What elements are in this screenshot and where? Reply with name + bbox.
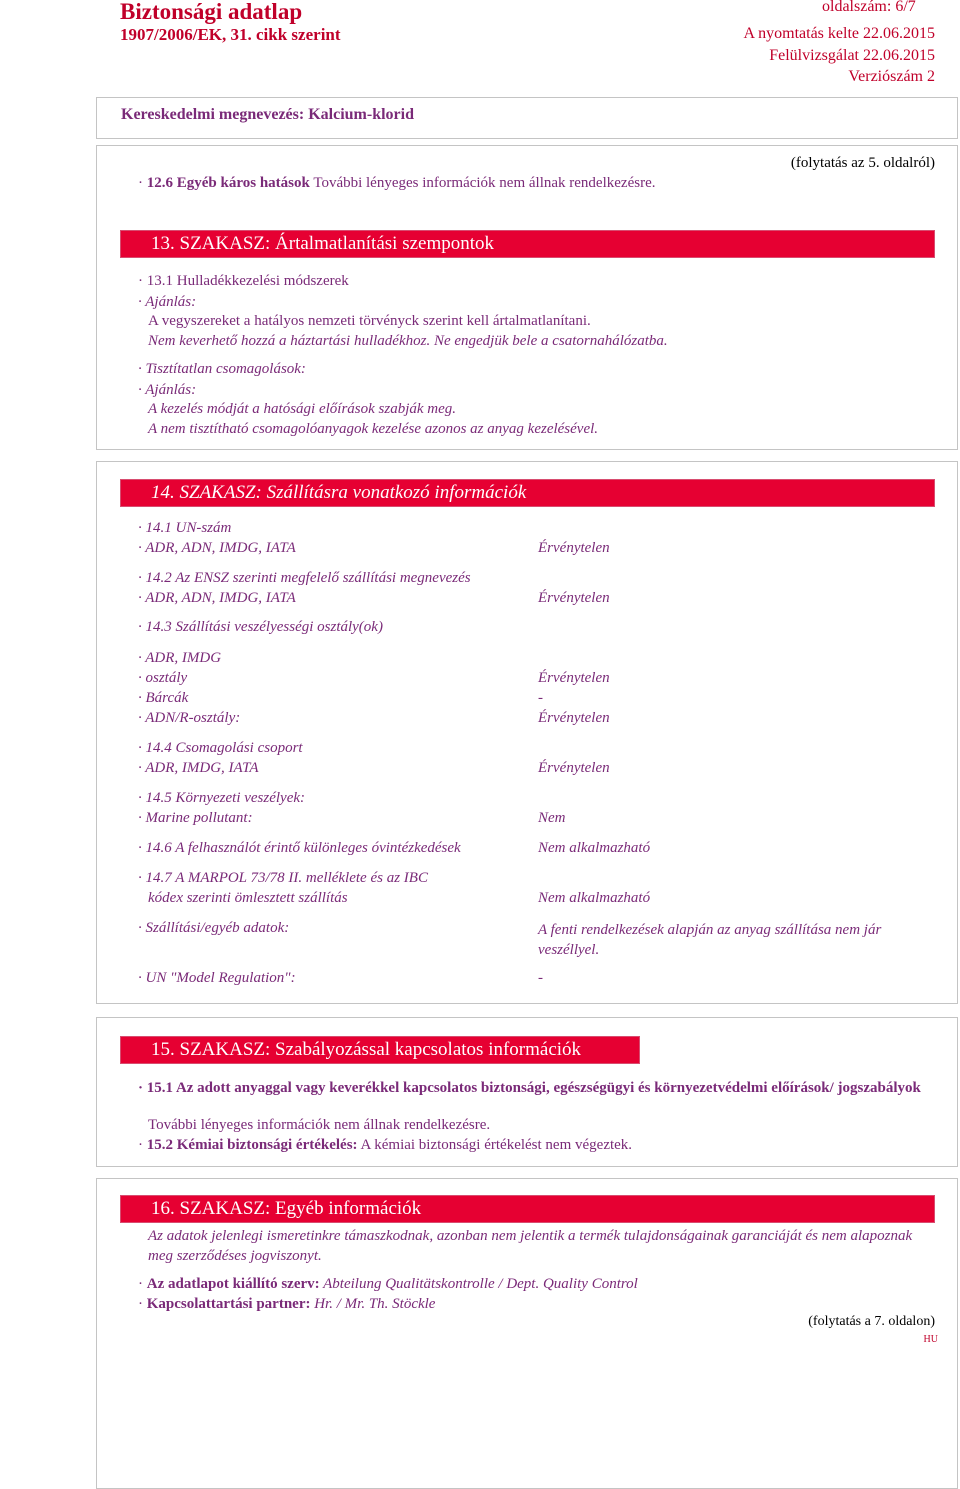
item-14-4-value: Érvénytelen <box>538 760 610 776</box>
item-15-2-label: 15.2 Kémiai biztonsági értékelés: <box>146 1137 358 1153</box>
item-13-1: · 13.1 Hulladékkezelési módszerek <box>138 273 349 289</box>
contact-label: Kapcsolattartási partner: <box>146 1296 311 1312</box>
item-14-2-value: Érvénytelen <box>538 590 610 606</box>
item-15-1-text: További lényeges információk nem állnak rendelkezésre. <box>148 1117 491 1133</box>
transport-other-label: · Szállítási/egyéb adatok: <box>138 920 290 936</box>
item-14-1-value: Érvénytelen <box>538 540 610 556</box>
item-14-6-value: Nem alkalmazható <box>538 840 651 856</box>
item-14-7-value: Nem alkalmazható <box>538 890 651 906</box>
document-title: Biztonsági adatlap <box>120 0 303 24</box>
disposal-line-2: Nem keverhető hozzá a háztartási hulladékhoz. Ne engedjük bele a csatornahálózatba. <box>148 333 668 349</box>
item-12-6-label: 12.6 Egyéb káros hatások <box>146 175 310 191</box>
item-12-6-text: További lényeges információk nem állnak rendelkezésre. <box>313 175 656 191</box>
section-14-heading: 14. SZAKASZ: Szállításra vonatkozó információk <box>120 479 935 507</box>
recommendation-label: · Ajánlás: <box>138 294 197 310</box>
item-15-2-text: A kémiai biztonsági értékelést nem végeztek. <box>360 1137 633 1153</box>
class-value: Érvénytelen <box>538 670 610 686</box>
item-14-3: · 14.3 Szállítási veszélyességi osztály(ok) <box>138 619 383 635</box>
section-16-heading: 16. SZAKASZ: Egyéb információk <box>120 1195 935 1223</box>
packaging-line-2: A nem tisztítható csomagolóanyagok kezelése azonos az anyag kezelésével. <box>148 421 599 437</box>
item-14-6: · 14.6 A felhasználót érintő különleges óvintézkedések <box>138 840 461 856</box>
adnr-class-value: Érvénytelen <box>538 710 610 726</box>
page-number: oldalszám: 6/7 <box>822 0 916 15</box>
item-14-4-label: · ADR, IMDG, IATA <box>138 760 259 776</box>
item-14-7-line-1: · 14.7 A MARPOL 73/78 II. melléklete és az IBC <box>138 870 428 886</box>
item-15-2: · 15.2 Kémiai biztonsági értékelés: A kémiai biztonsági értékelést nem végeztek. <box>138 1137 633 1153</box>
print-date: A nyomtatás kelte 22.06.2015 <box>743 25 935 42</box>
item-14-7-line-2: kódex szerinti ömlesztett szállítás <box>148 890 348 906</box>
section-13-heading: 13. SZAKASZ: Ártalmatlanítási szempontok <box>120 230 935 258</box>
trade-name: Kereskedelmi megnevezés: Kalcium-klorid <box>121 106 414 123</box>
issuer-label: Az adatlapot kiállító szerv: <box>146 1276 320 1292</box>
item-14-3-sub: · ADR, IMDG <box>138 650 222 666</box>
disposal-line-1: A vegyszereket a hatályos nemzeti törvényck szerint kell ártalmatlanítani. <box>148 313 591 329</box>
marine-pollutant-label: · Marine pollutant: <box>138 810 253 826</box>
transport-other-value: A fenti rendelkezések alapján az anyag szállítása nem jár veszéllyel. <box>538 922 882 958</box>
labels-label: · Bárcák <box>138 690 189 706</box>
item-14-1-label: · ADR, ADN, IMDG, IATA <box>138 540 296 556</box>
continuation-to: (folytatás a 7. oldalon) <box>808 1314 935 1329</box>
item-14-1: · 14.1 UN-szám <box>138 520 232 536</box>
contact-value: Hr. / Mr. Th. Stöckle <box>314 1296 436 1312</box>
version-number: Verziószám 2 <box>848 68 935 85</box>
item-15-1: · 15.1 Az adott anyaggal vagy keverékkel kapcsolatos biztonsági, egészségügyi és környezetvédelmi előírások/ jogszabályok <box>138 1080 921 1096</box>
issuer-value: Abteilung Qualitätskontrolle / Dept. Quality Control <box>323 1276 638 1292</box>
item-14-2: · 14.2 Az ENSZ szerinti megfelelő szállítási megnevezés <box>138 570 471 586</box>
disclaimer-text: Az adatok jelenlegi ismeretinkre támaszkodnak, azonban nem jelentik a termék tulajdonságainak garanciáját és nem alapoznak meg szerződéses jogviszonyt. <box>148 1228 913 1264</box>
continuation-from: (folytatás az 5. oldalról) <box>790 155 935 171</box>
un-model-regulation-value: - <box>538 970 543 986</box>
class-label: · osztály <box>138 670 188 686</box>
labels-value: - <box>538 690 543 706</box>
uncleaned-packaging-label: · Tisztítatlan csomagolások: <box>138 361 306 377</box>
item-14-5: · 14.5 Környezeti veszélyek: <box>138 790 306 806</box>
item-14-2-label: · ADR, ADN, IMDG, IATA <box>138 590 296 606</box>
section-16-box <box>96 1178 958 1489</box>
contact-partner: · Kapcsolattartási partner: Hr. / Mr. Th. Stöckle <box>138 1296 436 1312</box>
item-12-6: · 12.6 Egyéb káros hatások További lényeges információk nem állnak rendelkezésre. <box>138 175 656 191</box>
revision-date: Felülvizsgálat 22.06.2015 <box>769 47 935 64</box>
section-15-heading: 15. SZAKASZ: Szabályozással kapcsolatos információk <box>120 1036 640 1064</box>
language-code: HU <box>923 1334 938 1345</box>
recommendation-label-2: · Ajánlás: <box>138 382 197 398</box>
item-14-4: · 14.4 Csomagolási csoport <box>138 740 303 756</box>
issuer: · Az adatlapot kiállító szerv: Abteilung Qualitätskontrolle / Dept. Quality Control <box>138 1276 638 1292</box>
packaging-line-1: A kezelés módját a hatósági előírások szabják meg. <box>148 401 457 417</box>
regulation-reference: 1907/2006/EK, 31. cikk szerint <box>120 25 341 44</box>
adnr-class-label: · ADN/R-osztály: <box>138 710 241 726</box>
un-model-regulation-label: · UN "Model Regulation": <box>138 970 296 986</box>
marine-pollutant-value: Nem <box>538 810 566 826</box>
